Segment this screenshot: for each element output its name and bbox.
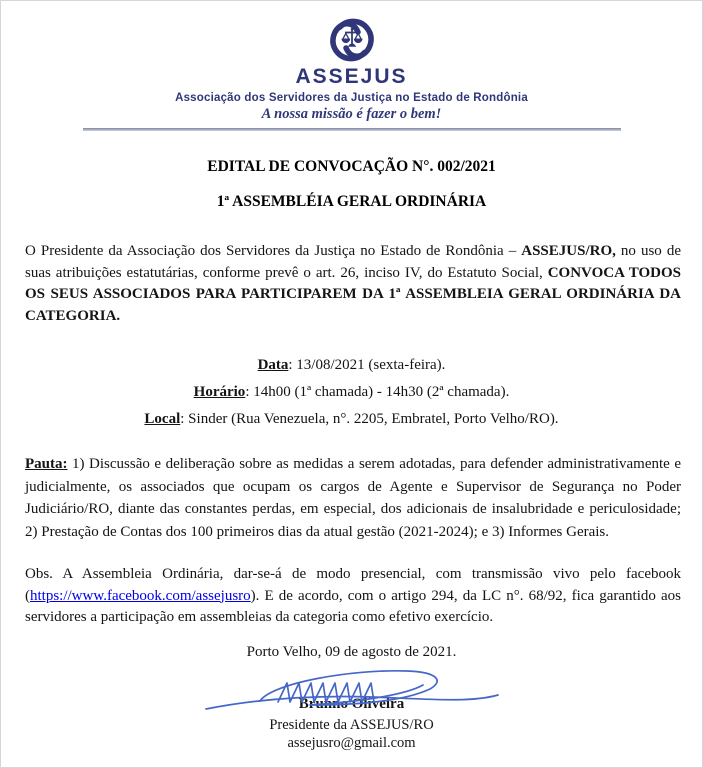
agenda-paragraph [25, 453, 681, 543]
location-label: Local [144, 411, 181, 428]
signer-email: assejusro@gmail.com [287, 734, 416, 751]
letterhead [1, 14, 702, 131]
agenda-label: Pauta: [25, 456, 68, 473]
location-value: : Sinder (Rua Venezuela, n°. 2205, Embratel, Porto Velho/RO). [180, 411, 559, 428]
org-motto: A nossa missão é fazer o bem! [261, 106, 442, 123]
signer-name: Brunno Oliveira [298, 695, 405, 712]
time-label: Horário [193, 384, 246, 401]
intro-bold-org: ASSEJUS/RO, [521, 243, 616, 260]
facebook-link[interactable]: https://www.facebook.com/assejusro [30, 587, 251, 604]
time-value: : 14h00 (1ª chamada) - 14h30 (2ª chamada). [245, 384, 510, 401]
obs-text-1: Obs. A Assembleia Ordinária, dar-se-á de modo presencial, com transmissão vivo pelo facebook ( [25, 566, 681, 604]
detail-row-date [1, 357, 702, 374]
agenda-text: 1) Discussão e deliberação sobre as medidas a serem adotadas, para defender administrativamente e judicialmente, os associados que ocupam os cargos de Agente e Supervisor de Segurança no Poder Judiciário/RO, diante das constantes perdas, em especial, dos adicionais de insalubridade e periculosidade; 2) Prestação de Contas dos 100 primeiros dias da atual gestão (2021-2024); e 3) Informes Gerais. [25, 456, 681, 540]
intro-text-1: O Presidente da Associação dos Servidores da Justiça no Estado de Rondônia – [25, 243, 522, 260]
date-label: Data [257, 357, 289, 374]
intro-bold-convocation: CONVOCA TODOS OS SEUS ASSOCIADOS PARA PARTICIPAREM DA 1ª ASSEMBLEIA GERAL ORDINÁRIA DA CATEGORIA. [25, 264, 682, 324]
org-subtitle: Associação dos Servidores da Justiça no Estado de Rondônia [175, 92, 528, 105]
detail-row-time [1, 384, 702, 401]
scales-of-justice-icon [324, 14, 380, 64]
meeting-details [1, 357, 702, 428]
document-title-line1: EDITAL DE CONVOCAÇÃO N°. 002/2021 [207, 158, 496, 176]
place-and-date-line: Porto Velho, 09 de agosto de 2021. [246, 643, 457, 660]
detail-row-location [1, 411, 702, 428]
observation-paragraph [25, 564, 681, 629]
signer-title: Presidente da ASSEJUS/RO [269, 716, 434, 733]
header-divider [83, 128, 621, 131]
document-title-line2: 1ª ASSEMBLÉIA GERAL ORDINÁRIA [216, 193, 487, 211]
intro-paragraph [25, 241, 681, 327]
assejus-logo [324, 14, 380, 64]
intro-text-2: no uso de suas atribuições estatutárias, conforme prevê o art. 26, inciso IV, do Estatuto Social, [25, 243, 681, 281]
org-name: ASSEJUS [295, 65, 408, 88]
date-value: : 13/08/2021 (sexta-feira). [288, 357, 446, 374]
obs-text-2: ). E de acordo, com o artigo 294, da LC n°. 68/92, fica garantido aos servidores a participação em assembleias da categoria como efetivo exercício. [25, 587, 681, 626]
signature-block [1, 663, 702, 752]
